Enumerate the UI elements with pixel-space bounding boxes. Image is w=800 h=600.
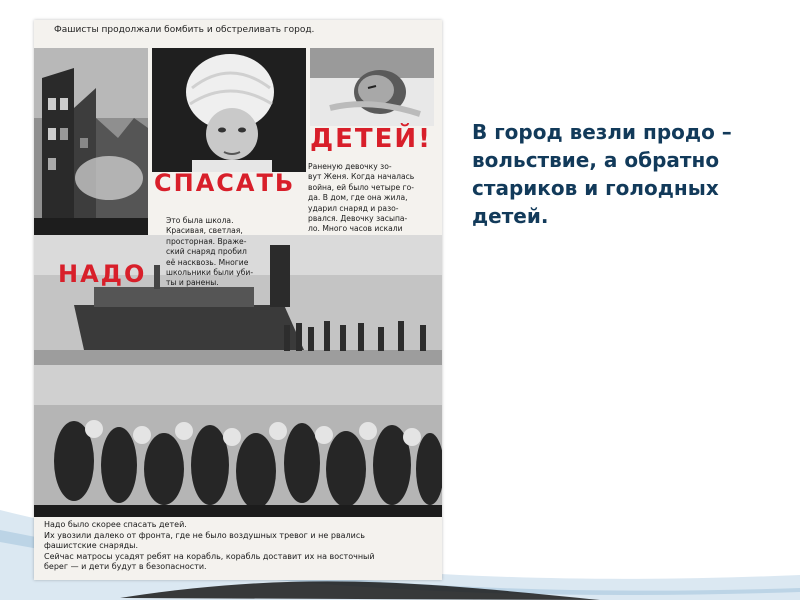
ruined-building-photo [34, 48, 148, 236]
bandaged-child-photo [152, 48, 306, 172]
poster-caption-top: Фашисты продолжали бомбить и обстреливать город. [54, 25, 315, 35]
slide-text: В город везли продо – вольствие, а обратно стариков и голодных детей. [472, 120, 732, 228]
bottom-caption-text: Надо было скорее спасать детей. Их увозили далеко от фронта, где не было воздушных тревог и не рвались фашистские снаряды. Сейчас матросы усадят ребят на корабль, корабль доставит их на восточный берег — и дети будут в безопасности. [44, 520, 375, 572]
school-caption-text: Это была школа. Красивая, светлая, просторная. Враже- ский снаряд пробил её насквозь. Многие школьники были уби- ты и ранены. [166, 216, 254, 288]
headline-need: НАДО [58, 260, 147, 288]
headline-children: ДЕТЕЙ! [310, 124, 433, 154]
sleeping-child-photo [310, 48, 434, 126]
poster-page [34, 20, 442, 580]
headline-save: СПАСАТЬ [154, 169, 296, 197]
children-crowd-photo [34, 365, 442, 517]
zhenya-story-text: Раненую девочку зо- вут Женя. Когда началась война, ей было четыре го- да. В дом, где она жила, ударил снаряд и разо- рвался. Девочку засыпа- ло. Много часов искали [308, 162, 415, 234]
